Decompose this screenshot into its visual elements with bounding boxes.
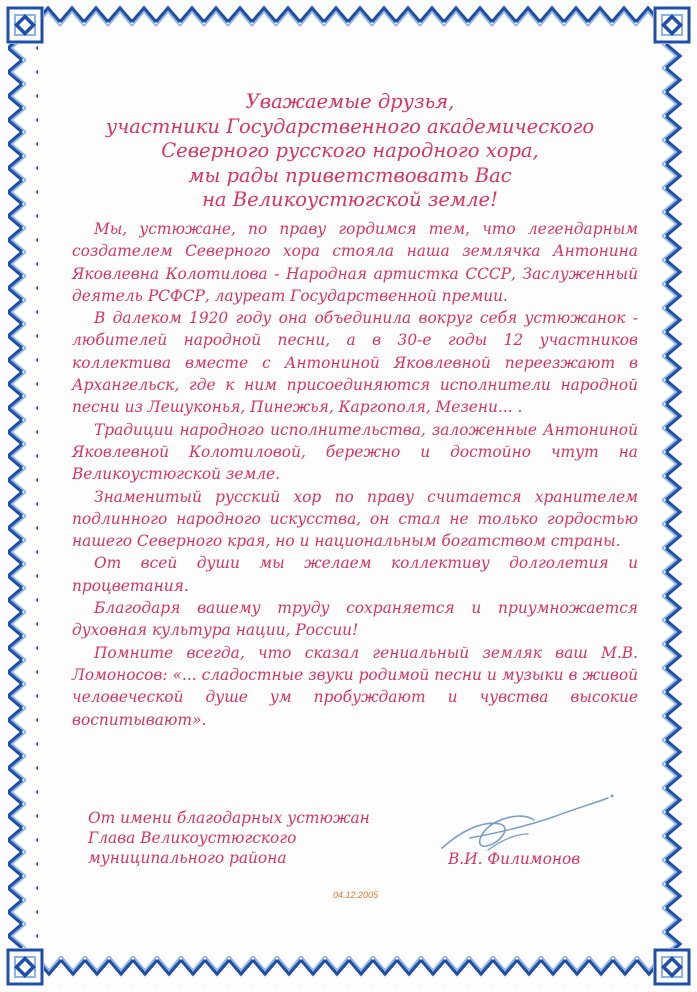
- closing-block: [88, 808, 408, 868]
- greeting-line-1: Уважаемые друзья,: [245, 90, 455, 113]
- closing-line-1: От имени благодарных устюжан: [88, 809, 370, 827]
- greeting-line-5: на Великоустюгской земле!: [202, 188, 498, 211]
- letter-body: [72, 218, 638, 731]
- letter-greeting: [90, 90, 610, 213]
- greeting-line-3: Северного русского народного хора,: [161, 139, 539, 162]
- paragraph-1: Мы, устюжане, по праву гордимся тем, что легендарным создателем Северного хора стояла наша землячка Антонина Яковлевна Колотилова - Народная артистка СССР, Заслуженный деятель РСФСР, лауреат Государственной премии.: [72, 220, 638, 305]
- paragraph-5: От всей души мы желаем коллективу долголетия и процветания.: [72, 554, 638, 595]
- paragraph-7: Помните всегда, что сказал гениальный земляк ваш М.В. Ломоносов: «... сладостные звуки родимой песни и музыки в живой человеческой душе ум пробуждают и чувства высокие воспитывают».: [72, 643, 638, 729]
- signer-name: В.И. Филимонов: [448, 850, 581, 868]
- closing-line-2: Глава Великоустюгского: [88, 829, 297, 847]
- closing-line-3: муниципального района: [88, 849, 287, 867]
- paragraph-3: Традиции народного исполнительства, заложенные Антониной Яковлевной Колотиловой, бережно и достойно чтут на Великоустюгской земле.: [72, 420, 638, 484]
- paragraph-6: Благодаря вашему труду сохраняется и приумножается духовная культура нации, России!: [72, 599, 638, 640]
- paragraph-2: В далеком 1920 году она объединила вокруг себя устюжанок - любителей народной песни, а в 30-е годы 12 участников коллектива вместе с Антониной Яковлевной переезжают в Архангельск, где к ним присоединяются исполнители народной песни из Лешуконья, Пинежья, Каргополя, Мезени... .: [72, 309, 638, 417]
- letter-date: 04.12.2005: [333, 890, 379, 900]
- greeting-line-2: участники Государственного академического: [105, 114, 595, 138]
- greeting-line-4: мы рады приветствовать Вас: [188, 163, 512, 187]
- paragraph-4: Знаменитый русский хор по праву считается хранителем подлинного народного искусства, он стал не только гордостью нашего Северного края, но и национальным богатством страны.: [72, 487, 638, 551]
